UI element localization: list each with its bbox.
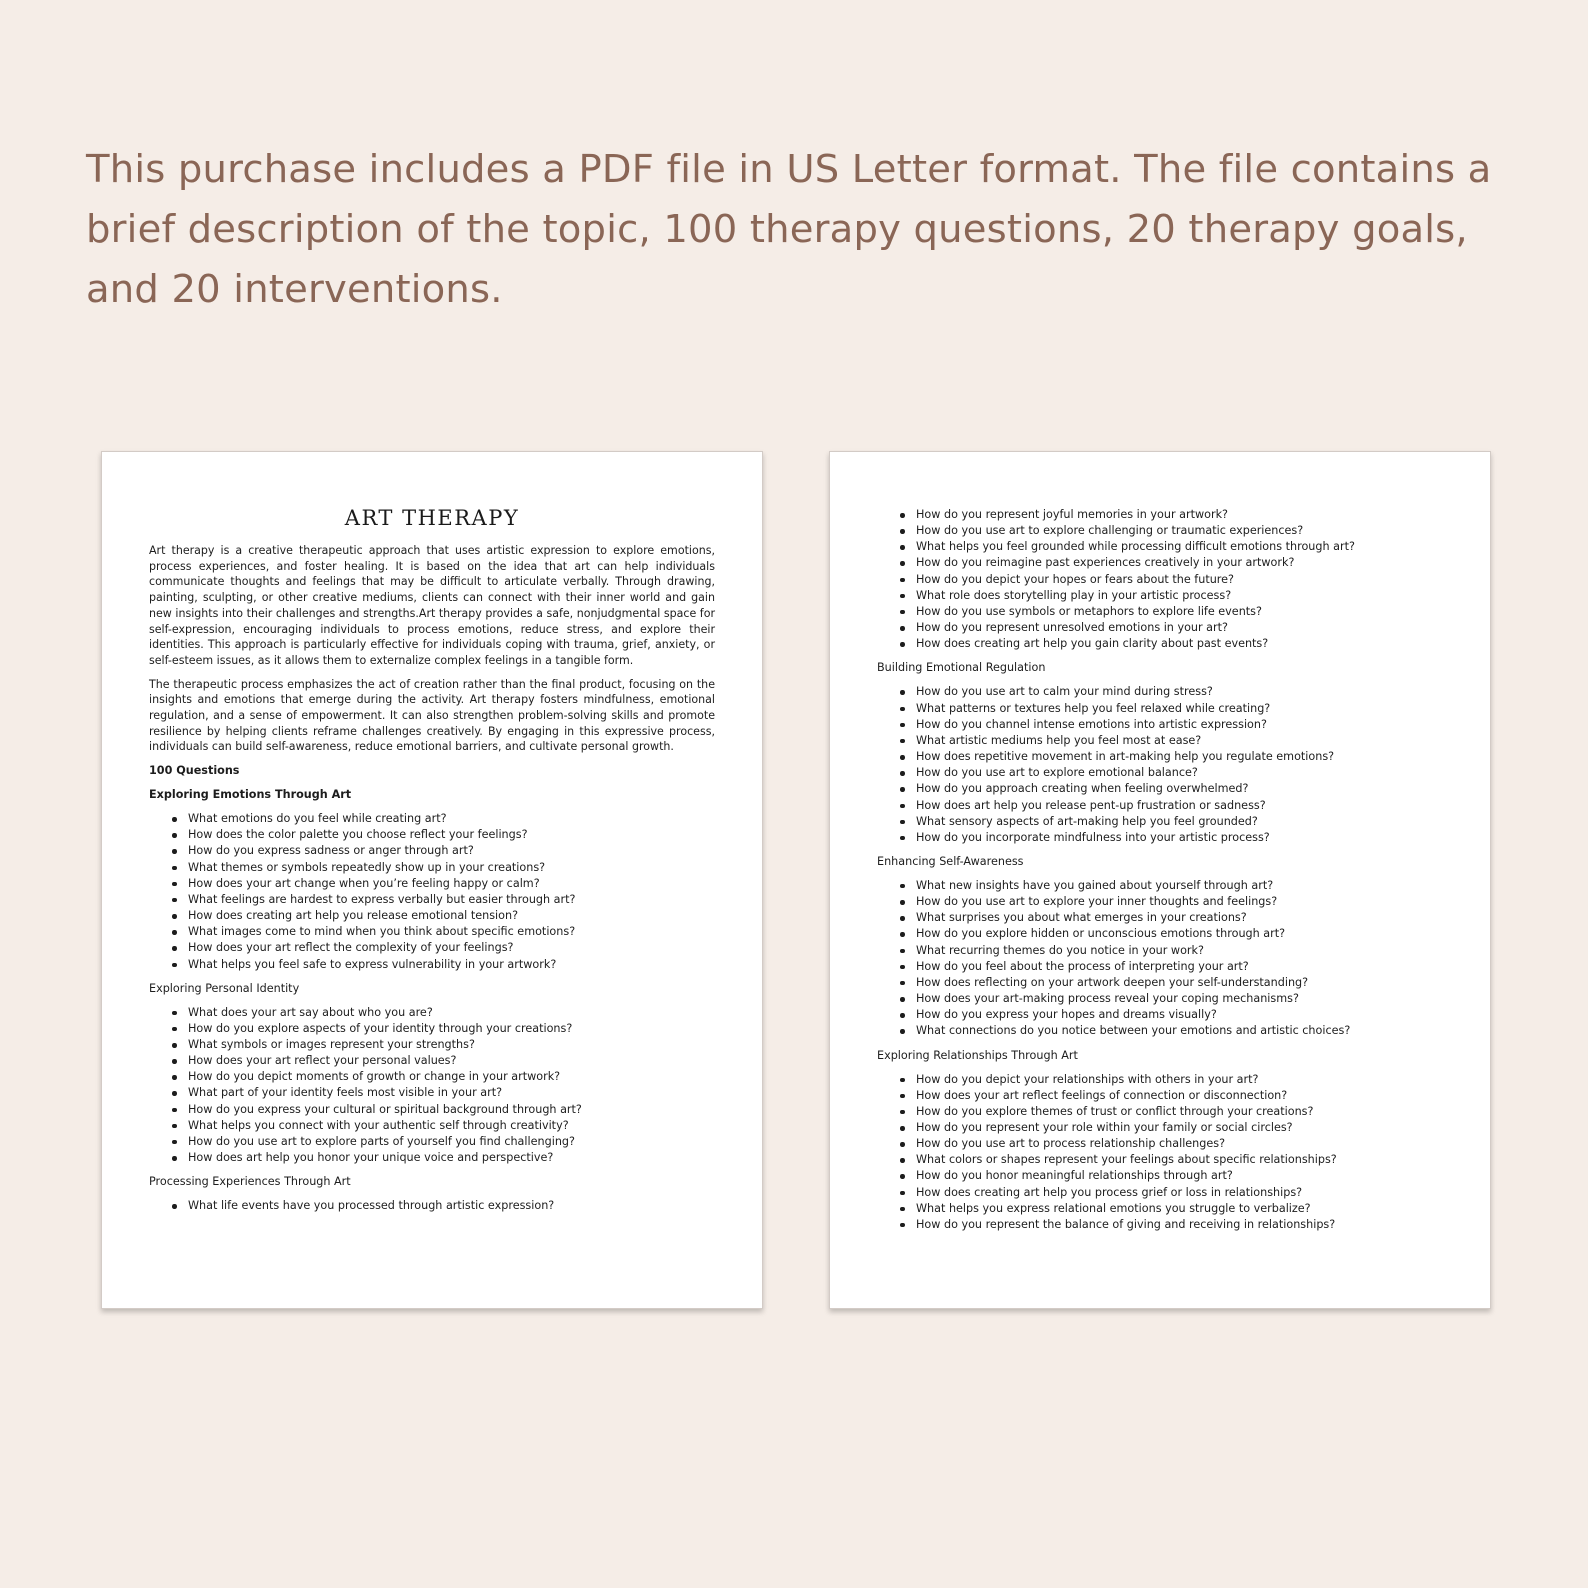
question-item: How does creating art help you release emotional tension? <box>149 908 715 924</box>
question-item: How do you express your cultural or spiritual background through art? <box>149 1102 715 1118</box>
question-item: How do you approach creating when feeling overwhelmed? <box>877 781 1443 797</box>
question-item: What emotions do you feel while creating art? <box>149 811 715 827</box>
question-item: What feelings are hardest to express verbally but easier through art? <box>149 892 715 908</box>
question-item: What surprises you about what emerges in your creations? <box>877 910 1443 926</box>
question-item: How do you depict your hopes or fears about the future? <box>877 572 1443 588</box>
question-item: How does reflecting on your artwork deepen your self-understanding? <box>877 975 1443 991</box>
question-item: How do you feel about the process of interpreting your art? <box>877 959 1443 975</box>
question-item: What themes or symbols repeatedly show up in your creations? <box>149 860 715 876</box>
question-item: How do you channel intense emotions into artistic expression? <box>877 717 1443 733</box>
question-item: How does repetitive movement in art-making help you regulate emotions? <box>877 749 1443 765</box>
question-item: How does your art reflect the complexity of your feelings? <box>149 940 715 956</box>
question-list <box>149 811 715 973</box>
question-item: How do you incorporate mindfulness into your artistic process? <box>877 830 1443 846</box>
question-item: How does your art reflect feelings of connection or disconnection? <box>877 1088 1443 1104</box>
question-item: How do you represent the balance of giving and receiving in relationships? <box>877 1217 1443 1233</box>
question-item: What role does storytelling play in your artistic process? <box>877 588 1443 604</box>
question-item: What new insights have you gained about yourself through art? <box>877 878 1443 894</box>
questions-heading: 100 Questions <box>149 764 240 778</box>
question-item: How do you use symbols or metaphors to explore life events? <box>877 604 1443 620</box>
question-item: How does creating art help you process grief or loss in relationships? <box>877 1185 1443 1201</box>
question-item: How do you honor meaningful relationships through art? <box>877 1168 1443 1184</box>
question-item: How do you use art to explore your inner thoughts and feelings? <box>877 894 1443 910</box>
question-item: How do you use art to explore challenging or traumatic experiences? <box>877 523 1443 539</box>
question-item: What does your art say about who you are? <box>149 1005 715 1021</box>
question-item: How does your art-making process reveal your coping mechanisms? <box>877 991 1443 1007</box>
question-item: How do you represent joyful memories in your artwork? <box>877 507 1443 523</box>
question-item: How does art help you release pent-up frustration or sadness? <box>877 798 1443 814</box>
question-item: How do you depict your relationships with others in your art? <box>877 1072 1443 1088</box>
question-item: How does your art change when you’re feeling happy or calm? <box>149 876 715 892</box>
headline: This purchase includes a PDF file in US Letter format. The file contains a brief description of the topic, 100 therapy questions, 20 therapy goals, and 20 interventions. <box>86 147 1492 312</box>
question-item: What symbols or images represent your strengths? <box>149 1037 715 1053</box>
question-item: How do you explore themes of trust or conflict through your creations? <box>877 1104 1443 1120</box>
question-list <box>877 507 1443 652</box>
question-item: What artistic mediums help you feel most at ease? <box>877 733 1443 749</box>
question-item: What sensory aspects of art-making help you feel grounded? <box>877 814 1443 830</box>
intro-paragraph: The therapeutic process emphasizes the act of creation rather than the final product, focusing on the insights and emotions that emerge during the activity. Art therapy fosters mindfulness, emotional regulation, and a sense of empowerment. It can also strengthen problem-solving skills and promote resilience by helping clients reframe challenges creatively. By engaging in this expressive process, individuals can build self-awareness, reduce emotional barriers, and cultivate personal growth. <box>149 677 715 754</box>
question-list <box>877 1072 1443 1234</box>
question-item: How does the color palette you choose reflect your feelings? <box>149 827 715 843</box>
section-heading: Building Emotional Regulation <box>877 661 1046 675</box>
question-item: How do you represent your role within your family or social circles? <box>877 1120 1443 1136</box>
question-list <box>149 1005 715 1167</box>
question-list <box>877 684 1443 846</box>
question-item: How do you use art to explore parts of yourself you find challenging? <box>149 1134 715 1150</box>
document-page-right <box>829 451 1491 1309</box>
question-item: How do you explore aspects of your identity through your creations? <box>149 1021 715 1037</box>
question-item: How do you use art to calm your mind during stress? <box>877 684 1443 700</box>
question-item: What life events have you processed through artistic expression? <box>149 1198 715 1214</box>
question-item: How does art help you honor your unique voice and perspective? <box>149 1150 715 1166</box>
question-item: What part of your identity feels most visible in your art? <box>149 1085 715 1101</box>
section-heading: Exploring Personal Identity <box>149 981 300 995</box>
question-item: How does your art reflect your personal values? <box>149 1053 715 1069</box>
question-item: What helps you connect with your authentic self through creativity? <box>149 1118 715 1134</box>
question-item: How do you use art to process relationship challenges? <box>877 1136 1443 1152</box>
section-heading: Enhancing Self-Awareness <box>877 854 1024 868</box>
question-item: What connections do you notice between your emotions and artistic choices? <box>877 1023 1443 1039</box>
question-item: How do you depict moments of growth or change in your artwork? <box>149 1069 715 1085</box>
question-list <box>149 1198 715 1214</box>
question-item: How do you explore hidden or unconscious emotions through art? <box>877 926 1443 942</box>
page-content <box>877 507 1443 1241</box>
document-title: ART THERAPY <box>344 506 520 530</box>
question-item: How do you represent unresolved emotions in your art? <box>877 620 1443 636</box>
question-item: What helps you feel grounded while processing difficult emotions through art? <box>877 539 1443 555</box>
question-item: How do you use art to explore emotional balance? <box>877 765 1443 781</box>
question-item: What images come to mind when you think about specific emotions? <box>149 924 715 940</box>
question-item: What recurring themes do you notice in your work? <box>877 943 1443 959</box>
question-item: How do you express sadness or anger through art? <box>149 843 715 859</box>
section-heading: Exploring Emotions Through Art <box>149 788 352 802</box>
question-item: What helps you express relational emotions you struggle to verbalize? <box>877 1201 1443 1217</box>
question-item: What patterns or textures help you feel relaxed while creating? <box>877 701 1443 717</box>
intro-paragraph: Art therapy is a creative therapeutic approach that uses artistic expression to explore emotions, process experiences, and foster healing. It is based on the idea that art can help individuals communicate thoughts and feelings that may be difficult to articulate verbally. Through drawing, painting, sculpting, or other creative mediums, clients can connect with their inner world and gain new insights into their challenges and strengths.Art therapy provides a safe, nonjudgmental space for self-expression, encouraging individuals to process emotions, reduce stress, and explore their identities. This approach is particularly effective for individuals coping with trauma, grief, anxiety, or self-esteem issues, as it allows them to externalize complex feelings in a tangible form. <box>149 544 715 667</box>
question-item: How does creating art help you gain clarity about past events? <box>877 636 1443 652</box>
question-item: How do you express your hopes and dreams visually? <box>877 1007 1443 1023</box>
page-content <box>149 505 715 1222</box>
question-item: What colors or shapes represent your feelings about specific relationships? <box>877 1152 1443 1168</box>
section-heading: Processing Experiences Through Art <box>149 1175 351 1189</box>
question-item: How do you reimagine past experiences creatively in your artwork? <box>877 555 1443 571</box>
question-item: What helps you feel safe to express vulnerability in your artwork? <box>149 957 715 973</box>
document-page-left <box>101 451 763 1309</box>
question-list <box>877 878 1443 1040</box>
section-heading: Exploring Relationships Through Art <box>877 1048 1078 1062</box>
